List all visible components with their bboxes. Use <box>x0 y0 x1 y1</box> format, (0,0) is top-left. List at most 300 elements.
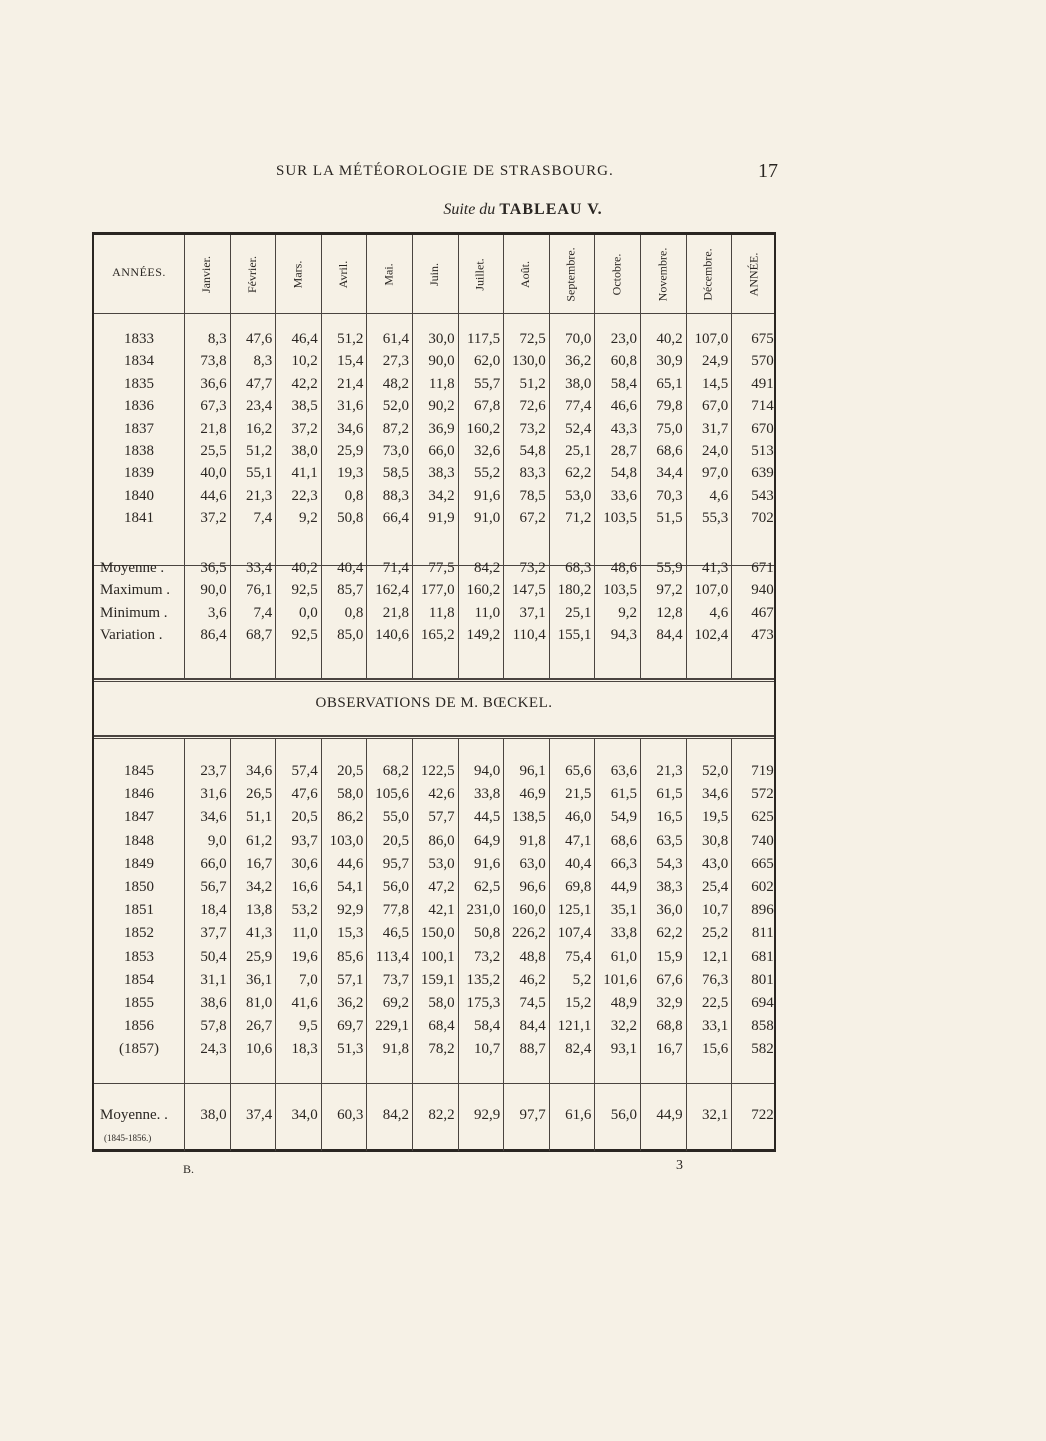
cell-value: 4,6 <box>709 487 729 504</box>
cell-value: 55,3 <box>701 510 729 527</box>
cell-value: 675 <box>751 331 774 347</box>
cell-value: 670 <box>751 420 774 437</box>
table-rule <box>94 681 774 682</box>
cell-value: 87,2 <box>382 420 409 437</box>
row-year: 1838 <box>124 443 154 459</box>
table-row <box>94 763 774 786</box>
table-row <box>94 949 774 972</box>
cell-value: 86,0 <box>428 832 455 849</box>
cell-value: 0,8 <box>344 487 364 504</box>
caption-italic: Suite du <box>443 201 496 218</box>
cell-value: 34,6 <box>200 809 227 826</box>
cell-value: 56,0 <box>382 879 409 895</box>
cell-value: 896 <box>751 902 774 919</box>
cell-value: 11,8 <box>428 375 455 392</box>
cell-value: 467 <box>751 604 774 621</box>
cell-value: 122,5 <box>420 763 455 779</box>
table-row <box>94 421 774 444</box>
cell-value: 714 <box>751 398 774 415</box>
row-year: (1857) <box>119 1041 159 1058</box>
cell-value: 22,3 <box>291 487 318 504</box>
cell-value: 46,2 <box>519 971 546 988</box>
cell-value: 53,0 <box>428 855 455 872</box>
cell-value: 91,6 <box>473 855 501 872</box>
cell-value: 51,3 <box>337 1041 364 1058</box>
cell-value: 67,3 <box>200 398 227 415</box>
cell-value: 55,0 <box>382 809 409 826</box>
cell-value: 97,0 <box>701 465 729 482</box>
cell-value: 32,6 <box>473 443 501 459</box>
cell-value: 23,0 <box>610 331 637 347</box>
cell-value: 21,8 <box>200 420 227 437</box>
cell-value: 25,1 <box>565 604 592 621</box>
cell-value: 21,3 <box>245 487 273 504</box>
cell-value: 78,2 <box>428 1041 455 1058</box>
cell-value: 46,9 <box>519 786 546 803</box>
cell-value: 11,8 <box>428 604 455 621</box>
cell-value: 801 <box>751 971 774 988</box>
cell-value: 46,5 <box>382 925 409 942</box>
row-year: 1854 <box>124 971 154 988</box>
cell-value: 117,5 <box>466 331 501 347</box>
cell-value: 149,2 <box>466 627 501 644</box>
cell-value: 12,1 <box>701 948 729 965</box>
table-row <box>94 331 774 354</box>
table-caption <box>0 201 1046 219</box>
cell-value: 21,5 <box>565 786 592 803</box>
cell-value: 16,7 <box>656 1041 683 1058</box>
cell-value: 32,1 <box>701 1107 729 1123</box>
cell-value: 60,8 <box>610 353 637 370</box>
row-year: 1849 <box>124 855 154 872</box>
cell-value: 61,6 <box>565 1107 592 1123</box>
column-header-label: Août. <box>518 260 533 288</box>
cell-value: 66,4 <box>382 510 409 527</box>
cell-value: 811 <box>751 925 774 942</box>
cell-value: 20,5 <box>382 832 409 849</box>
cell-value: 160,0 <box>512 902 546 919</box>
cell-value: 53,0 <box>565 487 592 504</box>
cell-value: 68,6 <box>656 443 683 459</box>
cell-value: 69,2 <box>382 995 409 1011</box>
cell-value: 107,0 <box>694 331 729 347</box>
cell-value: 582 <box>751 1041 774 1058</box>
cell-value: 37,7 <box>200 925 227 942</box>
cell-value: 52,0 <box>701 763 729 779</box>
stats-row <box>94 627 774 650</box>
cell-value: 15,9 <box>656 948 683 965</box>
cell-value: 14,5 <box>701 375 729 392</box>
cell-value: 61,4 <box>382 331 409 347</box>
cell-value: 36,0 <box>656 902 683 919</box>
cell-value: 58,4 <box>473 1018 501 1035</box>
cell-value: 9,2 <box>299 510 318 527</box>
cell-value: 125,1 <box>557 902 592 919</box>
cell-value: 73,2 <box>519 420 546 437</box>
cell-value: 55,9 <box>656 560 683 576</box>
cell-value: 93,1 <box>610 1041 637 1058</box>
cell-value: 15,2 <box>565 995 592 1011</box>
cell-value: 147,5 <box>512 582 546 599</box>
cell-value: 33,6 <box>610 487 637 504</box>
cell-value: 40,2 <box>291 560 318 576</box>
cell-value: 74,5 <box>519 995 546 1011</box>
cell-value: 48,6 <box>610 560 637 576</box>
cell-value: 44,5 <box>473 809 501 826</box>
cell-value: 36,5 <box>200 560 227 576</box>
cell-value: 24,0 <box>701 443 729 459</box>
column-header <box>275 235 321 313</box>
cell-value: 570 <box>751 353 774 370</box>
cell-value: 77,8 <box>382 902 409 919</box>
cell-value: 19,6 <box>291 948 318 965</box>
cell-value: 103,5 <box>603 582 637 599</box>
cell-value: 76,3 <box>701 971 729 988</box>
column-header-label: Février. <box>244 255 259 293</box>
cell-value: 231,0 <box>466 902 501 919</box>
cell-value: 15,4 <box>337 353 364 370</box>
cell-value: 107,0 <box>694 582 729 599</box>
cell-value: 91,6 <box>473 487 501 504</box>
row-year: 1840 <box>124 487 154 504</box>
cell-value: 94,3 <box>610 627 637 644</box>
row-year: 1846 <box>124 786 154 803</box>
cell-value: 47,2 <box>428 879 455 895</box>
cell-value: 61,2 <box>245 832 273 849</box>
cell-value: 44,6 <box>337 855 364 872</box>
cell-value: 42,1 <box>428 902 455 919</box>
cell-value: 93,7 <box>291 832 318 849</box>
cell-value: 88,3 <box>382 487 409 504</box>
column-header-label: Septembre. <box>564 246 579 302</box>
cell-value: 100,1 <box>420 948 455 965</box>
row-year: 1848 <box>124 832 154 849</box>
cell-value: 32,2 <box>610 1018 637 1035</box>
cell-value: 160,2 <box>466 420 501 437</box>
cell-value: 27,3 <box>382 353 409 370</box>
cell-value: 20,5 <box>291 809 318 826</box>
cell-value: 177,0 <box>420 582 455 599</box>
cell-value: 44,6 <box>200 487 227 504</box>
cell-value: 491 <box>751 375 774 392</box>
final-mean-label: Moyenne. . <box>100 1107 168 1123</box>
cell-value: 48,8 <box>519 948 546 965</box>
cell-value: 702 <box>751 510 774 527</box>
cell-value: 70,0 <box>565 331 592 347</box>
cell-value: 97,2 <box>656 582 683 599</box>
table-row <box>94 879 774 902</box>
cell-value: 92,9 <box>473 1107 501 1123</box>
cell-value: 66,0 <box>200 855 227 872</box>
cell-value: 77,5 <box>428 560 455 576</box>
cell-value: 83,3 <box>519 465 546 482</box>
cell-value: 51,2 <box>519 375 546 392</box>
cell-value: 140,6 <box>375 627 409 644</box>
table-rule <box>94 735 774 737</box>
cell-value: 671 <box>751 560 774 576</box>
cell-value: 34,6 <box>337 420 364 437</box>
cell-value: 681 <box>751 948 774 965</box>
cell-value: 42,2 <box>291 375 318 392</box>
cell-value: 9,0 <box>207 832 227 849</box>
cell-value: 34,6 <box>701 786 729 803</box>
cell-value: 84,2 <box>382 1107 409 1123</box>
cell-value: 82,4 <box>565 1041 592 1058</box>
cell-value: 16,5 <box>656 809 683 826</box>
cell-value: 21,4 <box>337 375 364 392</box>
cell-value: 103,0 <box>329 832 364 849</box>
cell-value: 12,8 <box>656 604 683 621</box>
cell-value: 150,0 <box>420 925 455 942</box>
cell-value: 4,6 <box>709 604 729 621</box>
table-row <box>94 995 774 1018</box>
row-label: Minimum . <box>100 604 168 621</box>
cell-value: 70,3 <box>656 487 683 504</box>
cell-value: 226,2 <box>512 925 546 942</box>
cell-value: 72,5 <box>519 331 546 347</box>
cell-value: 54,8 <box>610 465 637 482</box>
cell-value: 75,0 <box>656 420 683 437</box>
cell-value: 46,0 <box>565 809 592 826</box>
cell-value: 41,6 <box>291 995 318 1011</box>
cell-value: 101,6 <box>603 971 637 988</box>
table-rule <box>94 1083 774 1084</box>
cell-value: 15,6 <box>701 1041 729 1058</box>
cell-value: 67,6 <box>656 971 683 988</box>
cell-value: 57,7 <box>428 809 455 826</box>
cell-value: 57,1 <box>337 971 364 988</box>
column-header-label: Octobre. <box>609 253 624 295</box>
cell-value: 57,4 <box>291 763 318 779</box>
cell-value: 30,0 <box>428 331 455 347</box>
cell-value: 18,4 <box>200 902 227 919</box>
cell-value: 9,2 <box>618 604 637 621</box>
cell-value: 68,3 <box>565 560 592 576</box>
cell-value: 21,3 <box>656 763 683 779</box>
cell-value: 22,5 <box>701 995 729 1011</box>
cell-value: 8,3 <box>207 331 227 347</box>
cell-value: 10,7 <box>473 1041 501 1058</box>
cell-value: 719 <box>751 763 774 779</box>
cell-value: 67,0 <box>701 398 729 415</box>
cell-value: 858 <box>751 1018 774 1035</box>
cell-value: 25,5 <box>200 443 227 459</box>
cell-value: 36,1 <box>245 971 273 988</box>
row-year: 1839 <box>124 465 154 482</box>
cell-value: 20,5 <box>337 763 364 779</box>
cell-value: 54,8 <box>519 443 546 459</box>
cell-value: 96,6 <box>519 879 546 895</box>
stats-row <box>94 560 774 583</box>
cell-value: 43,0 <box>701 855 729 872</box>
cell-value: 105,6 <box>375 786 409 803</box>
cell-value: 40,0 <box>200 465 227 482</box>
cell-value: 21,8 <box>382 604 409 621</box>
column-header-label: Mai. <box>381 262 396 286</box>
cell-value: 473 <box>751 627 774 644</box>
page-number: 17 <box>758 160 778 182</box>
cell-value: 110,4 <box>512 627 546 644</box>
cell-value: 25,4 <box>701 879 729 895</box>
cell-value: 73,0 <box>382 443 409 459</box>
cell-value: 78,5 <box>519 487 546 504</box>
cell-value: 602 <box>751 879 774 895</box>
cell-value: 135,2 <box>466 971 501 988</box>
cell-value: 47,1 <box>565 832 592 849</box>
cell-value: 81,0 <box>245 995 273 1011</box>
cell-value: 16,7 <box>245 855 273 872</box>
cell-value: 130,0 <box>512 353 546 370</box>
cell-value: 55,1 <box>245 465 273 482</box>
row-label: Maximum . <box>100 582 170 599</box>
cell-value: 30,8 <box>701 832 729 849</box>
cell-value: 66,3 <box>610 855 637 872</box>
cell-value: 60,3 <box>337 1107 364 1123</box>
cell-value: 65,1 <box>656 375 683 392</box>
cell-value: 85,6 <box>337 948 364 965</box>
cell-value: 92,5 <box>291 582 318 599</box>
row-year: 1845 <box>124 763 154 779</box>
cell-value: 24,9 <box>701 353 729 370</box>
cell-value: 50,4 <box>200 948 227 965</box>
cell-value: 62,0 <box>473 353 501 370</box>
stats-row <box>94 605 774 628</box>
column-header <box>594 235 640 313</box>
cell-value: 19,3 <box>337 465 364 482</box>
cell-value: 36,9 <box>428 420 455 437</box>
cell-value: 121,1 <box>557 1018 592 1035</box>
cell-value: 92,5 <box>291 627 318 644</box>
cell-value: 58,4 <box>610 375 637 392</box>
cell-value: 97,7 <box>519 1107 546 1123</box>
table-row <box>94 510 774 533</box>
table-row <box>94 925 774 948</box>
cell-value: 36,2 <box>337 995 364 1011</box>
cell-value: 30,6 <box>291 855 318 872</box>
cell-value: 38,0 <box>291 443 318 459</box>
cell-value: 103,5 <box>603 510 637 527</box>
column-header <box>640 235 686 313</box>
cell-value: 722 <box>751 1107 774 1123</box>
cell-value: 46,4 <box>291 331 318 347</box>
cell-value: 86,2 <box>337 809 364 826</box>
cell-value: 62,5 <box>473 879 501 895</box>
cell-value: 16,6 <box>291 879 318 895</box>
column-header-label: Décembre. <box>700 247 715 301</box>
cell-value: 68,4 <box>428 1018 455 1035</box>
cell-value: 34,2 <box>428 487 455 504</box>
table-row <box>94 1018 774 1041</box>
cell-value: 91,8 <box>519 832 546 849</box>
table-row <box>94 1041 774 1064</box>
cell-value: 160,2 <box>466 582 501 599</box>
cell-value: 740 <box>751 832 774 849</box>
row-year: 1851 <box>124 902 154 919</box>
cell-value: 694 <box>751 995 774 1011</box>
cell-value: 50,8 <box>473 925 501 942</box>
cell-value: 58,0 <box>428 995 455 1011</box>
cell-value: 7,4 <box>253 510 273 527</box>
cell-value: 175,3 <box>466 995 501 1011</box>
cell-value: 37,2 <box>291 420 318 437</box>
cell-value: 75,4 <box>565 948 592 965</box>
cell-value: 25,9 <box>245 948 273 965</box>
cell-value: 940 <box>751 582 774 599</box>
column-header <box>731 235 777 313</box>
cell-value: 69,7 <box>337 1018 364 1035</box>
row-year: 1836 <box>124 398 154 415</box>
cell-value: 35,1 <box>610 902 637 919</box>
column-header-label: Novembre. <box>655 247 670 301</box>
cell-value: 159,1 <box>420 971 455 988</box>
row-year: 1855 <box>124 995 154 1011</box>
column-header-label: Juin. <box>427 262 442 286</box>
cell-value: 25,2 <box>701 925 729 942</box>
table-row <box>94 809 774 832</box>
cell-value: 88,7 <box>519 1041 546 1058</box>
column-header-label: Janvier. <box>199 255 214 293</box>
cell-value: 37,4 <box>245 1107 273 1123</box>
cell-value: 53,2 <box>291 902 318 919</box>
cell-value: 54,3 <box>656 855 683 872</box>
final-mean-sublabel: (1845-1856.) <box>104 1133 152 1143</box>
cell-value: 61,0 <box>610 948 637 965</box>
cell-value: 155,1 <box>557 627 592 644</box>
cell-value: 73,7 <box>382 971 409 988</box>
cell-value: 24,3 <box>200 1041 227 1058</box>
row-year: 1837 <box>124 420 154 437</box>
stats-row <box>94 582 774 605</box>
cell-value: 33,4 <box>245 560 273 576</box>
table-row <box>94 398 774 421</box>
cell-value: 102,4 <box>694 627 729 644</box>
row-year: 1856 <box>124 1018 154 1035</box>
cell-value: 15,3 <box>337 925 364 942</box>
column-header <box>549 235 595 313</box>
row-label: Variation . <box>100 627 163 644</box>
table-rule <box>94 738 774 739</box>
cell-value: 38,3 <box>428 465 455 482</box>
column-header-label: Juillet. <box>472 257 487 291</box>
cell-value: 34,4 <box>656 465 683 482</box>
cell-value: 91,0 <box>473 510 501 527</box>
cell-value: 19,5 <box>701 809 729 826</box>
cell-value: 31,6 <box>337 398 364 415</box>
cell-value: 68,6 <box>610 832 637 849</box>
cell-value: 85,7 <box>337 582 364 599</box>
running-head: SUR LA MÉTÉOROLOGIE DE STRASBOURG. <box>276 163 614 179</box>
cell-value: 68,7 <box>245 627 273 644</box>
cell-value: 62,2 <box>565 465 592 482</box>
table-row <box>94 902 774 925</box>
cell-value: 113,4 <box>375 948 409 965</box>
cell-value: 51,1 <box>245 809 273 826</box>
cell-value: 40,4 <box>565 855 592 872</box>
cell-value: 34,0 <box>291 1107 318 1123</box>
cell-value: 90,0 <box>200 582 227 599</box>
column-header <box>184 235 230 313</box>
cell-value: 86,4 <box>200 627 227 644</box>
cell-value: 31,6 <box>200 786 227 803</box>
cell-value: 73,8 <box>200 353 227 370</box>
table-rule <box>94 678 774 680</box>
cell-value: 0,8 <box>344 604 364 621</box>
cell-value: 44,9 <box>656 1107 683 1123</box>
cell-value: 47,6 <box>245 331 273 347</box>
cell-value: 11,0 <box>474 604 501 621</box>
row-year: 1853 <box>124 948 154 965</box>
cell-value: 18,3 <box>291 1041 318 1058</box>
